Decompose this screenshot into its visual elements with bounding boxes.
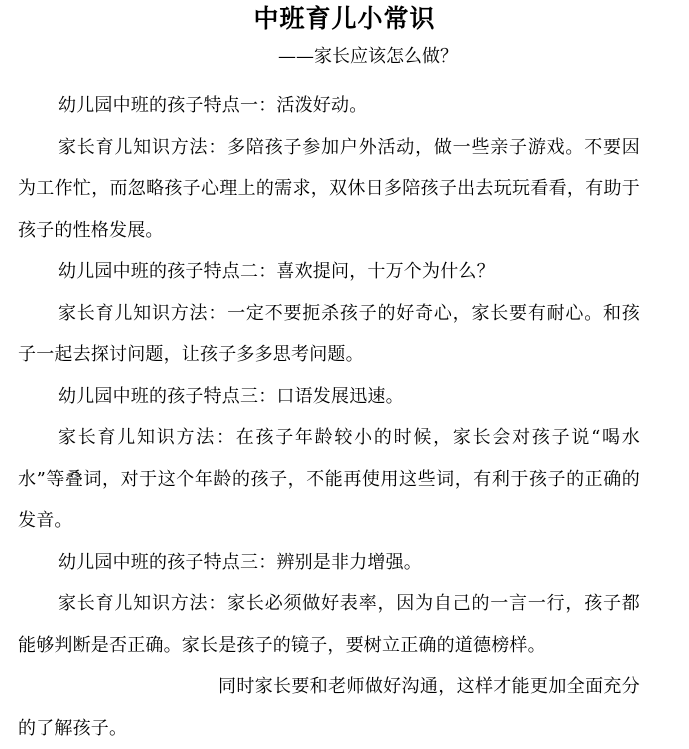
paragraph-method-4: 家长育儿知识方法：家长必须做好表率，因为自己的一言一行，孩子都能够判断是否正确。家长是孩子的镜子，要树立正确的道德榜样。 (18, 593, 640, 656)
document-body (18, 85, 640, 749)
document-title: 中班育儿小常识 (253, 4, 436, 33)
paragraph-closing: 同时家长要和老师做好沟通，这样才能更加全面充分的了解孩子。 (18, 676, 640, 739)
paragraph-trait-4: 幼儿园中班的孩子特点三：辨别是非力增强。 (58, 551, 422, 573)
paragraph-trait-3: 幼儿园中班的孩子特点三：口语发展迅速。 (58, 385, 404, 407)
paragraph-trait-2: 幼儿园中班的孩子特点二：喜欢提问，十万个为什么？ (58, 261, 495, 282)
paragraph-method-1: 家长育儿知识方法：多陪孩子参加户外活动，做一些亲子游戏。不要因为工作忙，而忽略孩子心理上的需求，双休日多陪孩子出去玩玩看看，有助于孩子的性格发展。 (18, 136, 640, 241)
paragraph-trait-1: 幼儿园中班的孩子特点一：活泼好动。 (58, 95, 368, 116)
paragraph-method-2: 家长育儿知识方法：一定不要扼杀孩子的好奇心，家长要有耐心。和孩子一起去探讨问题，让孩子多多思考问题。 (18, 302, 640, 365)
document-subtitle: ——家长应该怎么做？ (278, 46, 458, 67)
paragraph-method-3: 家长育儿知识方法：在孩子年龄较小的时候，家长会对孩子说“喝水水”等叠词，对于这个年龄的孩子，不能再使用这些词，有利于孩子的正确的发音。 (18, 427, 640, 531)
